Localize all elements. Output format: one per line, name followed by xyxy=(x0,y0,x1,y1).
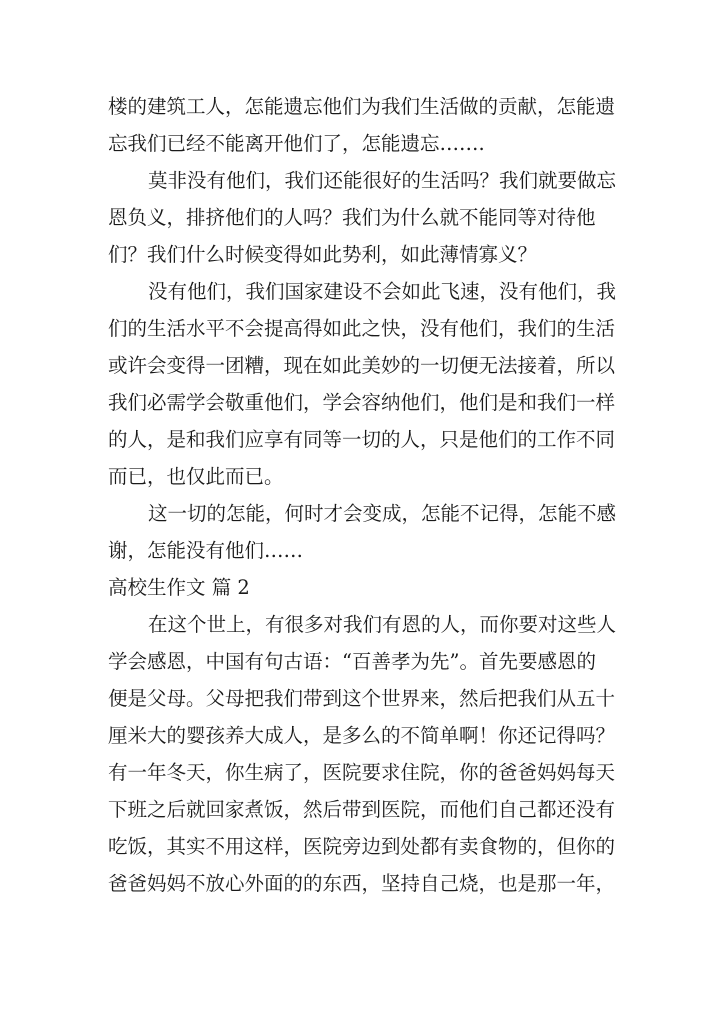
text-line: 楼的建筑工人，怎能遗忘他们为我们生活做的贡献，怎能遗 xyxy=(108,95,616,118)
paragraph-start-line: 这一切的怎能，何时才会变成，怎能不记得，怎能不感 xyxy=(148,502,617,525)
text-line: 有一年冬天，你生病了，医院要求住院，你的爸爸妈妈每天 xyxy=(108,761,616,784)
text-line: 爸爸妈妈不放心外面的的东西，坚持自己烧，也是那一年， xyxy=(108,872,616,895)
text-line: 学会感恩，中国有句古语：“百善孝为先”。首先要感恩的 xyxy=(108,650,596,673)
text-line: 下班之后就回家煮饭，然后带到医院，而他们自己都还没有 xyxy=(108,798,616,821)
text-line: 恩负义，排挤他们的人吗？我们为什么就不能同等对待他 xyxy=(108,206,596,229)
paragraph-start-line: 莫非没有他们，我们还能很好的生活吗？我们就要做忘 xyxy=(148,169,617,192)
section-heading: 高校生作文 篇 2 xyxy=(108,576,250,599)
paragraph-start-line: 在这个世上，有很多对我们有恩的人，而你要对这些人 xyxy=(148,613,617,636)
text-line: 们的生活水平不会提高得如此之快，没有他们，我们的生活 xyxy=(108,317,616,340)
text-line: 谢，怎能没有他们…… xyxy=(108,539,304,562)
text-line: 的人，是和我们应享有同等一切的人，只是他们的工作不同 xyxy=(108,428,616,451)
text-line: 厘米大的婴孩养大成人，是多么的不简单啊！你还记得吗？ xyxy=(108,724,616,747)
text-line: 忘我们已经不能离开他们了，怎能遗忘……. xyxy=(108,132,485,155)
paragraph-start-line: 没有他们，我们国家建设不会如此飞速，没有他们，我 xyxy=(148,280,617,303)
text-line: 或许会变得一团糟，现在如此美妙的一切便无法接着，所以 xyxy=(108,354,616,377)
text-line: 而已，也仅此而已。 xyxy=(108,465,284,488)
text-line: 们？我们什么时候变得如此势利，如此薄情寡义？ xyxy=(108,243,538,266)
text-line: 我们必需学会敬重他们，学会容纳他们，他们是和我们一样 xyxy=(108,391,616,414)
text-line: 吃饭，其实不用这样，医院旁边到处都有卖食物的，但你的 xyxy=(108,835,616,858)
text-line: 便是父母。父母把我们带到这个世界来，然后把我们从五十 xyxy=(108,687,616,710)
article-body xyxy=(108,88,628,902)
